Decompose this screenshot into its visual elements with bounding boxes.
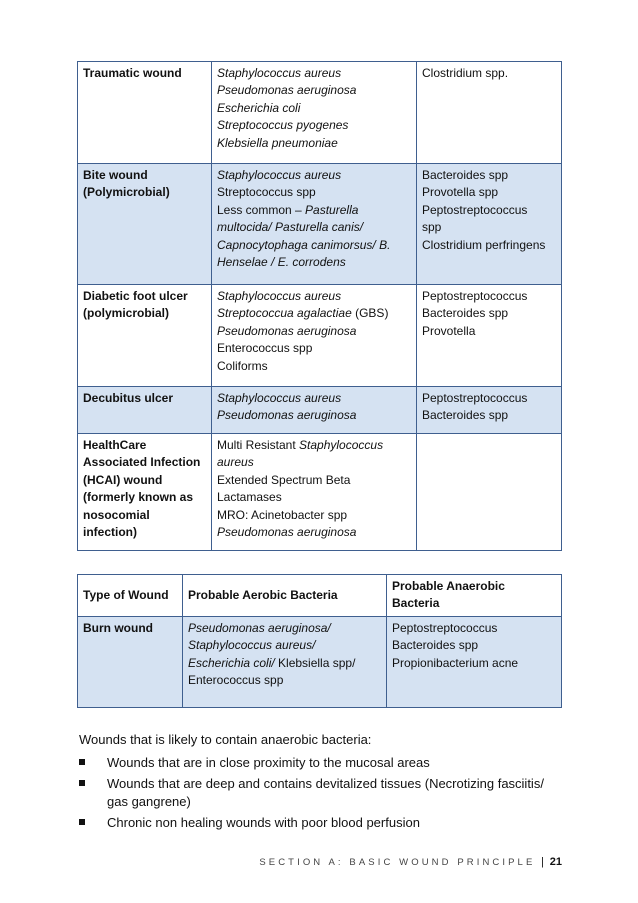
square-bullet-icon bbox=[79, 780, 85, 786]
aerobic-bacteria-cell bbox=[212, 434, 417, 551]
aerobic-bacteria-cell bbox=[212, 285, 417, 387]
header-type-of-wound: Type of Wound bbox=[78, 575, 183, 617]
table-header-row bbox=[78, 575, 562, 617]
cell-text: Enterococcus spp bbox=[217, 341, 313, 356]
list-item: Wounds that are deep and contains devitalized tissues (Necrotizing fasciitis/ gas gangrene) bbox=[79, 775, 549, 811]
table-row bbox=[78, 164, 562, 285]
cell-text: Staphylococcus aureus bbox=[217, 289, 342, 303]
cell-text: Escherichia coli bbox=[217, 100, 301, 115]
cell-text: Staphylococcus aureus bbox=[217, 168, 342, 182]
header-anaerobic: Probable Anaerobic Bacteria bbox=[387, 575, 562, 617]
wound-type-cell bbox=[78, 164, 212, 285]
cell-text: HealthCare bbox=[83, 438, 147, 452]
cell-text: Bacteroides spp bbox=[422, 408, 509, 423]
anaerobic-bacteria-cell bbox=[417, 434, 562, 551]
anaerobic-wound-list bbox=[79, 754, 549, 835]
cell-text: Multi Resistant bbox=[217, 438, 300, 452]
page-footer bbox=[259, 856, 562, 868]
cell-text: Bacteroides spp bbox=[422, 168, 509, 182]
cell-text: Streptococcua agalactiae bbox=[217, 306, 352, 321]
square-bullet-icon bbox=[79, 759, 85, 765]
cell-text: Staphylococcus aureus bbox=[217, 391, 342, 405]
cell-text: Decubitus ulcer bbox=[83, 391, 174, 405]
cell-text: (polymicrobial) bbox=[83, 306, 170, 321]
wound-type-cell bbox=[78, 62, 212, 164]
cell-text: (formerly known as bbox=[83, 490, 194, 505]
cell-text: Henselae / E. corrodens bbox=[217, 255, 346, 270]
wound-type-cell bbox=[78, 387, 212, 434]
page-number: 21 bbox=[549, 856, 562, 868]
cell-text: Propionibacterium acne bbox=[392, 655, 519, 670]
cell-text: Pseudomonas aeruginosa bbox=[217, 525, 357, 540]
list-item: Wounds that are in close proximity to the mucosal areas bbox=[79, 754, 549, 772]
table-row bbox=[78, 285, 562, 387]
cell-text: (GBS) bbox=[351, 306, 389, 321]
wound-type-cell bbox=[78, 285, 212, 387]
cell-text: (HCAI) wound bbox=[83, 472, 163, 487]
cell-text: multocida/ Pasturella canis/ bbox=[217, 220, 364, 235]
wound-type-cell bbox=[78, 617, 183, 708]
table-row bbox=[78, 434, 562, 551]
anaerobic-bacteria-cell bbox=[417, 285, 562, 387]
cell-text: Clostridium perfringens bbox=[422, 237, 546, 252]
cell-text: Capnocytophaga canimorsus/ B. bbox=[217, 237, 391, 252]
table-row bbox=[78, 617, 562, 708]
cell-text: Peptostreptococcus bbox=[422, 202, 528, 217]
cell-text: Provotella spp bbox=[422, 185, 499, 200]
aerobic-bacteria-cell bbox=[212, 164, 417, 285]
aerobic-bacteria-cell bbox=[212, 387, 417, 434]
cell-text: Staphylococcus aureus/ bbox=[188, 638, 316, 653]
cell-text: Diabetic foot ulcer bbox=[83, 289, 188, 303]
wound-bacteria-table bbox=[77, 61, 562, 551]
header-aerobic: Probable Aerobic Bacteria bbox=[183, 575, 387, 617]
cell-text: Peptostreptococcus bbox=[392, 621, 498, 635]
cell-text: Clostridium spp. bbox=[422, 66, 509, 80]
list-item: Chronic non healing wounds with poor blood perfusion bbox=[79, 814, 549, 832]
cell-text: Extended Spectrum Beta bbox=[217, 472, 351, 487]
cell-text: Enterococcus spp bbox=[188, 673, 284, 688]
cell-text: nosocomial bbox=[83, 507, 150, 522]
cell-text: Staphylococcus aureus bbox=[217, 66, 342, 80]
cell-text: Streptococcus spp bbox=[217, 185, 316, 200]
footer-section-title: SECTION A: BASIC WOUND PRINCIPLE bbox=[259, 857, 536, 868]
table-row bbox=[78, 62, 562, 164]
cell-text: Pseudomonas aeruginosa bbox=[217, 83, 357, 98]
anaerobic-bacteria-cell bbox=[417, 164, 562, 285]
cell-text: Bacteroides spp bbox=[422, 306, 509, 321]
cell-text: infection) bbox=[83, 525, 137, 540]
cell-text: Pasturella bbox=[305, 202, 359, 217]
anaerobic-bacteria-cell bbox=[417, 387, 562, 434]
cell-text: Bacteroides spp bbox=[392, 638, 479, 653]
anaerobic-intro-text: Wounds that is likely to contain anaerobic bacteria: bbox=[79, 732, 372, 747]
cell-text: Escherichia coli/ bbox=[188, 655, 275, 670]
cell-text: Klebsiella pneumoniae bbox=[217, 135, 338, 150]
anaerobic-bacteria-cell bbox=[387, 617, 562, 708]
aerobic-bacteria-cell bbox=[212, 62, 417, 164]
wound-type-cell bbox=[78, 434, 212, 551]
cell-text: Streptococcus pyogenes bbox=[217, 118, 349, 133]
cell-text: Coliforms bbox=[217, 358, 268, 373]
footer-separator: | bbox=[541, 856, 544, 868]
cell-text: MRO: Acinetobacter spp bbox=[217, 507, 348, 522]
anaerobic-bacteria-cell bbox=[417, 62, 562, 164]
table-row bbox=[78, 387, 562, 434]
burn-wound-table bbox=[77, 574, 562, 708]
cell-text: Pseudomonas aeruginosa bbox=[217, 323, 357, 338]
cell-text: Burn wound bbox=[83, 621, 153, 635]
cell-text: Traumatic wound bbox=[83, 66, 182, 80]
cell-text: Pseudomonas aeruginosa bbox=[217, 408, 357, 423]
aerobic-bacteria-cell bbox=[183, 617, 387, 708]
cell-text: Less common – bbox=[217, 202, 306, 217]
cell-text: Bite wound bbox=[83, 168, 148, 182]
cell-text: Peptostreptococcus bbox=[422, 391, 528, 405]
cell-text: Klebsiella spp/ bbox=[274, 655, 356, 670]
cell-text: aureus bbox=[217, 455, 254, 470]
cell-text: spp bbox=[422, 220, 442, 235]
cell-text: Peptostreptococcus bbox=[422, 289, 528, 303]
cell-text: (Polymicrobial) bbox=[83, 185, 170, 200]
cell-text: Staphylococcus bbox=[299, 438, 384, 452]
cell-text: Provotella bbox=[422, 323, 476, 338]
square-bullet-icon bbox=[79, 819, 85, 825]
cell-text: Pseudomonas aeruginosa/ bbox=[188, 621, 331, 635]
cell-text: Lactamases bbox=[217, 490, 282, 505]
cell-text: Associated Infection bbox=[83, 455, 201, 470]
